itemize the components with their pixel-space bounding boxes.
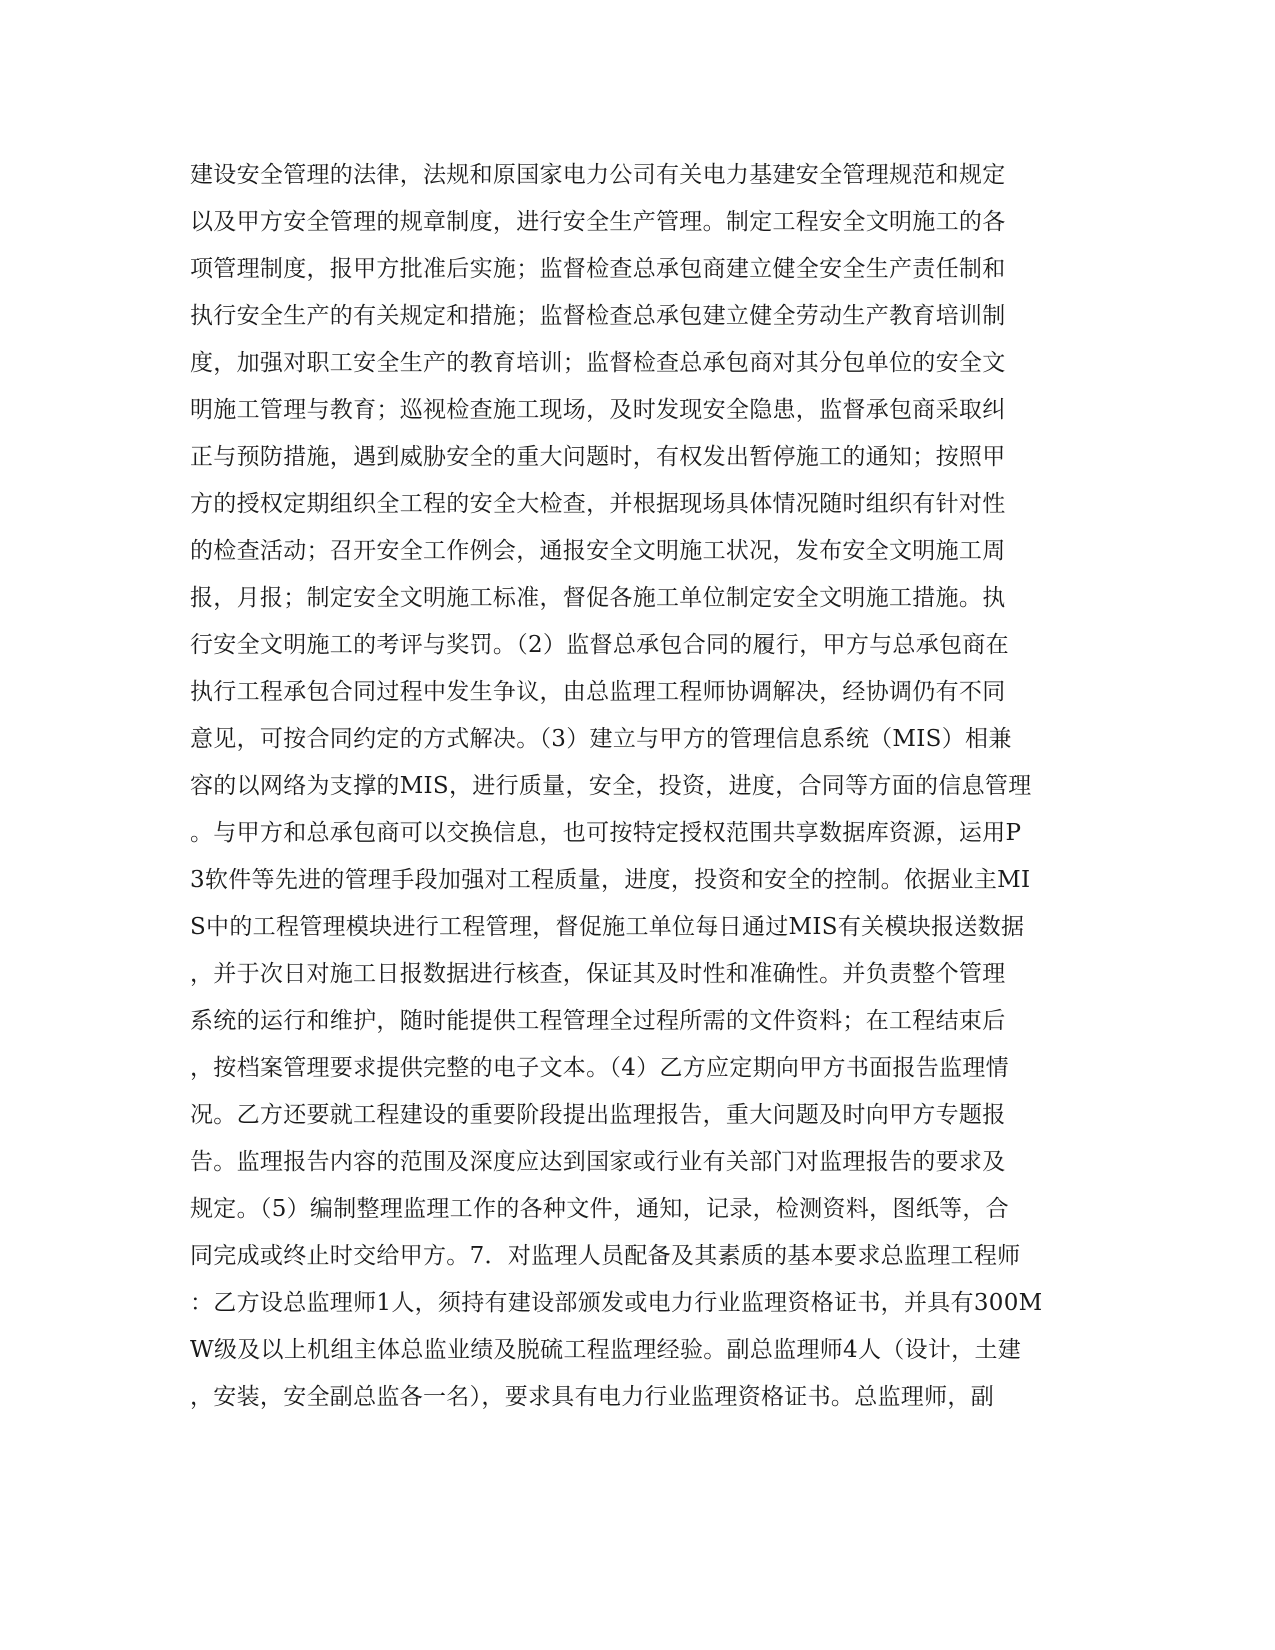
text-line: 规定。（5）编制整理监理工作的各种文件，通知，记录，检测资料，图纸等，合 xyxy=(190,1196,1009,1222)
text-line: ，按档案管理要求提供完整的电子文本。（4）乙方应定期向甲方书面报告监理情 xyxy=(190,1055,1009,1081)
text-line: 执行安全生产的有关规定和措施；监督检查总承包建立健全劳动生产教育培训制 xyxy=(190,303,1006,329)
text-line: 意见，可按合同约定的方式解决。（3）建立与甲方的管理信息系统（MIS）相兼 xyxy=(190,726,1012,752)
text-line: 以及甲方安全管理的规章制度，进行安全生产管理。制定工程安全文明施工的各 xyxy=(190,209,1006,235)
text-line: 。与甲方和总承包商可以交换信息，也可按特定授权范围共享数据库资源，运用P xyxy=(190,820,1022,846)
text-line: ，安装，安全副总监各一名），要求具有电力行业监理资格证书。总监理师，副 xyxy=(190,1384,994,1410)
text-line: ：乙方设总监理师1人，须持有建设部颁发或电力行业监理资格证书，并具有300M xyxy=(190,1290,1043,1316)
text-line: 执行工程承包合同过程中发生争议，由总监理工程师协调解决，经协调仍有不同 xyxy=(190,679,1006,705)
text-line: 项管理制度，报甲方批准后实施；监督检查总承包商建立健全安全生产责任制和 xyxy=(190,256,1006,282)
text-line: 告。监理报告内容的范围及深度应达到国家或行业有关部门对监理报告的要求及 xyxy=(190,1149,1006,1175)
text-line: 况。乙方还要就工程建设的重要阶段提出监理报告，重大问题及时向甲方专题报 xyxy=(190,1102,1006,1128)
text-line: 度，加强对职工安全生产的教育培训；监督检查总承包商对其分包单位的安全文 xyxy=(190,350,1006,376)
text-line: 的检查活动；召开安全工作例会，通报安全文明施工状况，发布安全文明施工周 xyxy=(190,538,1006,564)
text-line: 方的授权定期组织全工程的安全大检查，并根据现场具体情况随时组织有针对性 xyxy=(190,491,1006,517)
text-line: W级及以上机组主体总监业绩及脱硫工程监理经验。副总监理师4人（设计，土建 xyxy=(190,1337,1022,1363)
text-line: 容的以网络为支撑的MIS，进行质量，安全，投资，进度，合同等方面的信息管理 xyxy=(190,773,1032,799)
text-line: 同完成或终止时交给甲方。7．对监理人员配备及其素质的基本要求总监理工程师 xyxy=(190,1243,1021,1269)
text-line: 报，月报；制定安全文明施工标准，督促各施工单位制定安全文明施工措施。执 xyxy=(190,585,1006,611)
text-line: 3软件等先进的管理手段加强对工程质量，进度，投资和安全的控制。依据业主MI xyxy=(190,867,1031,893)
text-line: 正与预防措施，遇到威胁安全的重大问题时，有权发出暂停施工的通知；按照甲 xyxy=(190,444,1006,470)
text-line: 行安全文明施工的考评与奖罚。（2）监督总承包合同的履行，甲方与总承包商在 xyxy=(190,632,1009,658)
text-line: 明施工管理与教育；巡视检查施工现场，及时发现安全隐患，监督承包商采取纠 xyxy=(190,397,1006,423)
text-line: S中的工程管理模块进行工程管理，督促施工单位每日通过MIS有关模块报送数据 xyxy=(190,914,1025,940)
text-line: 系统的运行和维护，随时能提供工程管理全过程所需的文件资料；在工程结束后 xyxy=(190,1008,1006,1034)
text-line: ，并于次日对施工日报数据进行核查，保证其及时性和准确性。并负责整个管理 xyxy=(190,961,1006,987)
text-line: 建设安全管理的法律，法规和原国家电力公司有关电力基建安全管理规范和规定 xyxy=(190,162,1006,188)
body-text xyxy=(190,152,1090,1421)
